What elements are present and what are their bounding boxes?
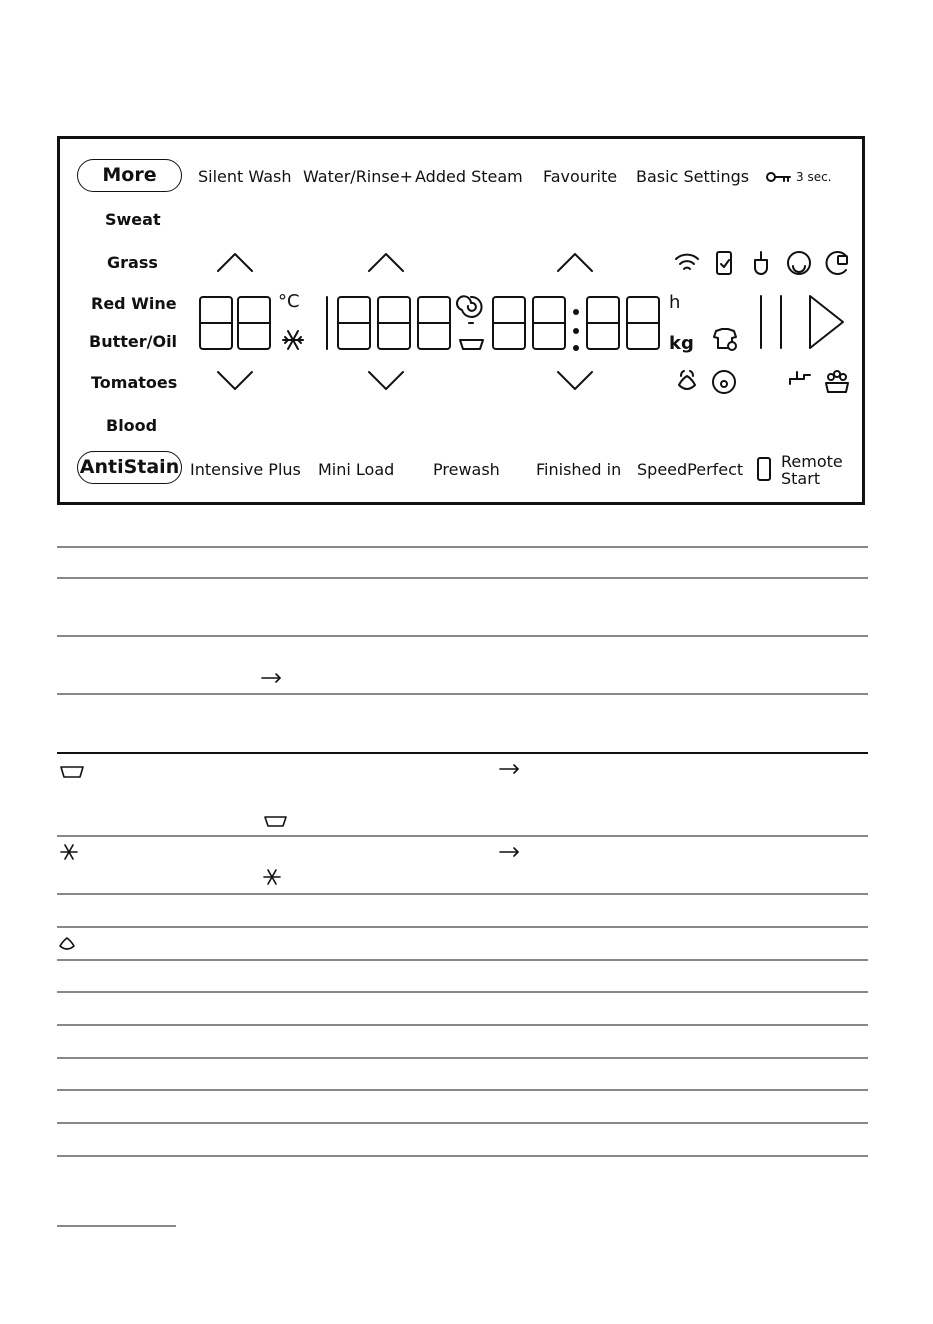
stain-option-butter-oil[interactable]: Butter/Oil: [89, 332, 178, 351]
weight-unit: kg: [669, 333, 694, 354]
table-steam-icon: [60, 938, 74, 949]
spin-down-arrow[interactable]: [369, 372, 403, 389]
steam-icon: [679, 371, 695, 389]
wifi-icon: [676, 255, 698, 269]
temperature-unit: °C: [278, 291, 300, 312]
basket-icon: [826, 371, 848, 392]
added-steam-button[interactable]: Added Steam: [415, 167, 523, 186]
time-digits: [493, 297, 659, 349]
hours-unit: h: [669, 292, 681, 313]
table-arrow-3: [500, 848, 518, 856]
stain-option-grass[interactable]: Grass: [107, 253, 158, 272]
temperature-down-arrow[interactable]: [218, 372, 252, 389]
drain-icon: [755, 252, 767, 274]
stain-option-red-wine[interactable]: Red Wine: [91, 294, 177, 313]
tap-icon: [790, 372, 810, 384]
child-lock-icon: [827, 252, 847, 274]
detergent-dosing-icon: [713, 371, 735, 393]
spin-icon: [457, 296, 482, 317]
stain-option-blood[interactable]: Blood: [106, 416, 158, 435]
antistain-button[interactable]: AntiStain: [77, 451, 182, 484]
play-icon[interactable]: [810, 296, 843, 348]
prewash-icon: [460, 323, 483, 349]
time-up-arrow[interactable]: [558, 254, 592, 271]
favourite-button[interactable]: Favourite: [543, 167, 618, 186]
prewash-button[interactable]: Prewash: [433, 460, 500, 479]
temperature-digits: [200, 297, 270, 349]
snowflake-icon: [283, 331, 303, 349]
basic-settings-button[interactable]: Basic Settings: [636, 167, 750, 186]
table-rules: [57, 547, 868, 1226]
drum-clean-icon: [788, 252, 810, 274]
table-prewash-icon: [61, 767, 83, 777]
mini-load-button[interactable]: Mini Load: [318, 460, 395, 479]
stain-option-tomatoes[interactable]: Tomatoes: [91, 373, 178, 392]
remote-start-label-1[interactable]: Remote: [781, 452, 843, 471]
temperature-up-arrow[interactable]: [218, 254, 252, 271]
silent-wash-button[interactable]: Silent Wash: [198, 167, 292, 186]
time-colon: [573, 309, 579, 351]
water-rinse-button[interactable]: Water/Rinse+: [303, 167, 413, 186]
spin-digits: [327, 297, 450, 349]
spin-up-arrow[interactable]: [369, 254, 403, 271]
remote-start-icon[interactable]: [758, 458, 770, 480]
phone-check-icon: [717, 252, 731, 274]
speedperfect-button[interactable]: SpeedPerfect: [637, 460, 744, 479]
time-down-arrow[interactable]: [558, 372, 592, 389]
key-lock-duration: 3 sec.: [796, 170, 832, 184]
table-arrow-2: [500, 765, 518, 773]
table-prewash-icon-2: [265, 817, 286, 826]
table-arrow-1: [262, 674, 280, 682]
remote-start-label-2[interactable]: Start: [781, 469, 821, 488]
tshirt-icon: [714, 329, 736, 350]
finished-in-button[interactable]: Finished in: [536, 460, 622, 479]
table-snowflake-icon: [61, 845, 77, 859]
stain-option-sweat[interactable]: Sweat: [105, 210, 161, 229]
key-icon: [767, 173, 790, 181]
pause-icon[interactable]: [761, 296, 781, 348]
intensive-plus-button[interactable]: Intensive Plus: [190, 460, 301, 479]
table-snowflake-icon-2: [264, 870, 280, 884]
more-button[interactable]: More: [77, 159, 182, 192]
